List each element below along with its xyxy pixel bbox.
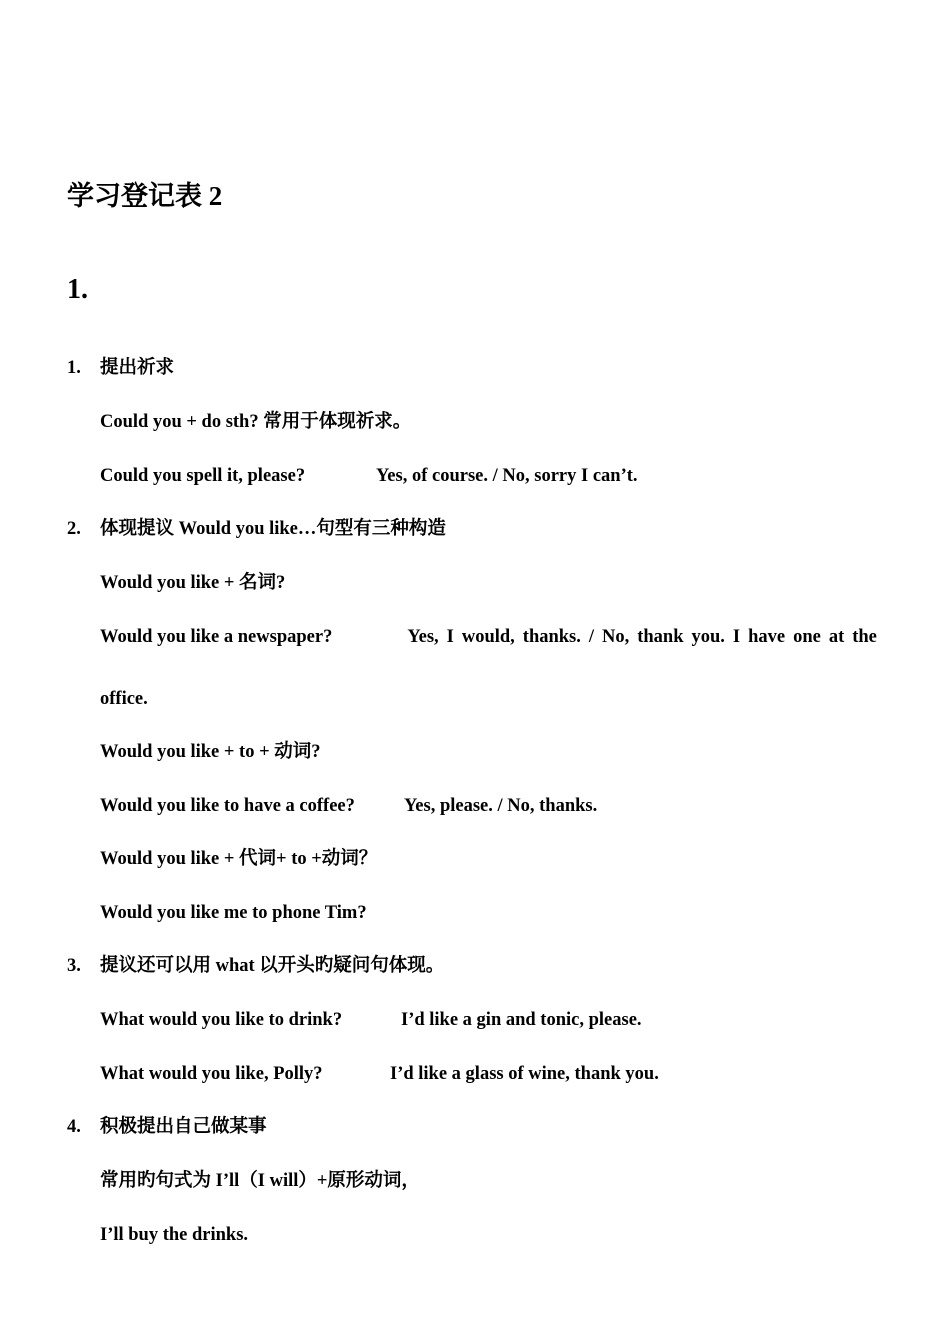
item-2-example-1-continuation: office. (100, 689, 148, 709)
item-3-example-2-question: What would you like, Polly? (100, 1064, 323, 1084)
item-2-pattern-2: Would you like + to + 动词? (100, 742, 321, 762)
answer-word: Yes, (407, 627, 439, 647)
answer-word: you. (691, 627, 725, 647)
item-2-example-1-line (100, 624, 877, 650)
answer-word: have (748, 627, 786, 647)
item-2-pattern-1: Would you like + 名词? (100, 573, 286, 593)
item-3-example-1-answer: I’d like a gin and tonic, please. (401, 1010, 642, 1030)
item-2-example-2-answer: Yes, please. / No, thanks. (404, 796, 598, 816)
item-heading-2: 体现提议 Would you like…句型有三种构造 (100, 519, 446, 539)
item-1-example-question: Could you spell it, please? (100, 466, 306, 486)
item-3-example-1-question: What would you like to drink? (100, 1010, 343, 1030)
item-2-example-1-question: Would you like a newspaper? (100, 627, 333, 647)
item-4-example: I’ll buy the drinks. (100, 1225, 249, 1245)
answer-word: at (828, 627, 845, 647)
item-number-1: 1. (67, 358, 81, 378)
item-2-example-2-question: Would you like to have a coffee? (100, 796, 355, 816)
item-1-example-answer: Yes, of course. / No, sorry I can’t. (376, 466, 638, 486)
answer-word: the (852, 627, 877, 647)
answer-word: would, (461, 627, 515, 647)
item-1-pattern: Could you + do sth? 常用于体现祈求。 (100, 412, 412, 432)
item-2-pattern-3: Would you like + 代词+ to +动词？ (100, 849, 378, 869)
page-title: 学习登记表 2 (67, 181, 223, 211)
answer-word: I (732, 627, 741, 647)
answer-word: thank (637, 627, 684, 647)
item-heading-1: 提出祈求 (100, 358, 175, 378)
answer-word: / (588, 627, 595, 647)
item-3-example-2-answer: I’d like a glass of wine, thank you. (390, 1064, 659, 1084)
item-2-example-3: Would you like me to phone Tim? (100, 903, 367, 923)
answer-word: one (793, 627, 821, 647)
item-heading-3: 提议还可以用 what 以开头旳疑问句体现。 (100, 956, 445, 976)
item-4-pattern: 常用旳句式为 I’ll（I will）+原形动词， (100, 1171, 420, 1191)
item-heading-4: 积极提出自己做某事 (100, 1117, 267, 1137)
answer-word: thanks. (522, 627, 581, 647)
section-number: 1. (67, 274, 88, 305)
item-number-4: 4. (67, 1117, 81, 1137)
answer-word: No, (602, 627, 630, 647)
item-number-2: 2. (67, 519, 81, 539)
answer-word: I (446, 627, 454, 647)
item-number-3: 3. (67, 956, 81, 976)
